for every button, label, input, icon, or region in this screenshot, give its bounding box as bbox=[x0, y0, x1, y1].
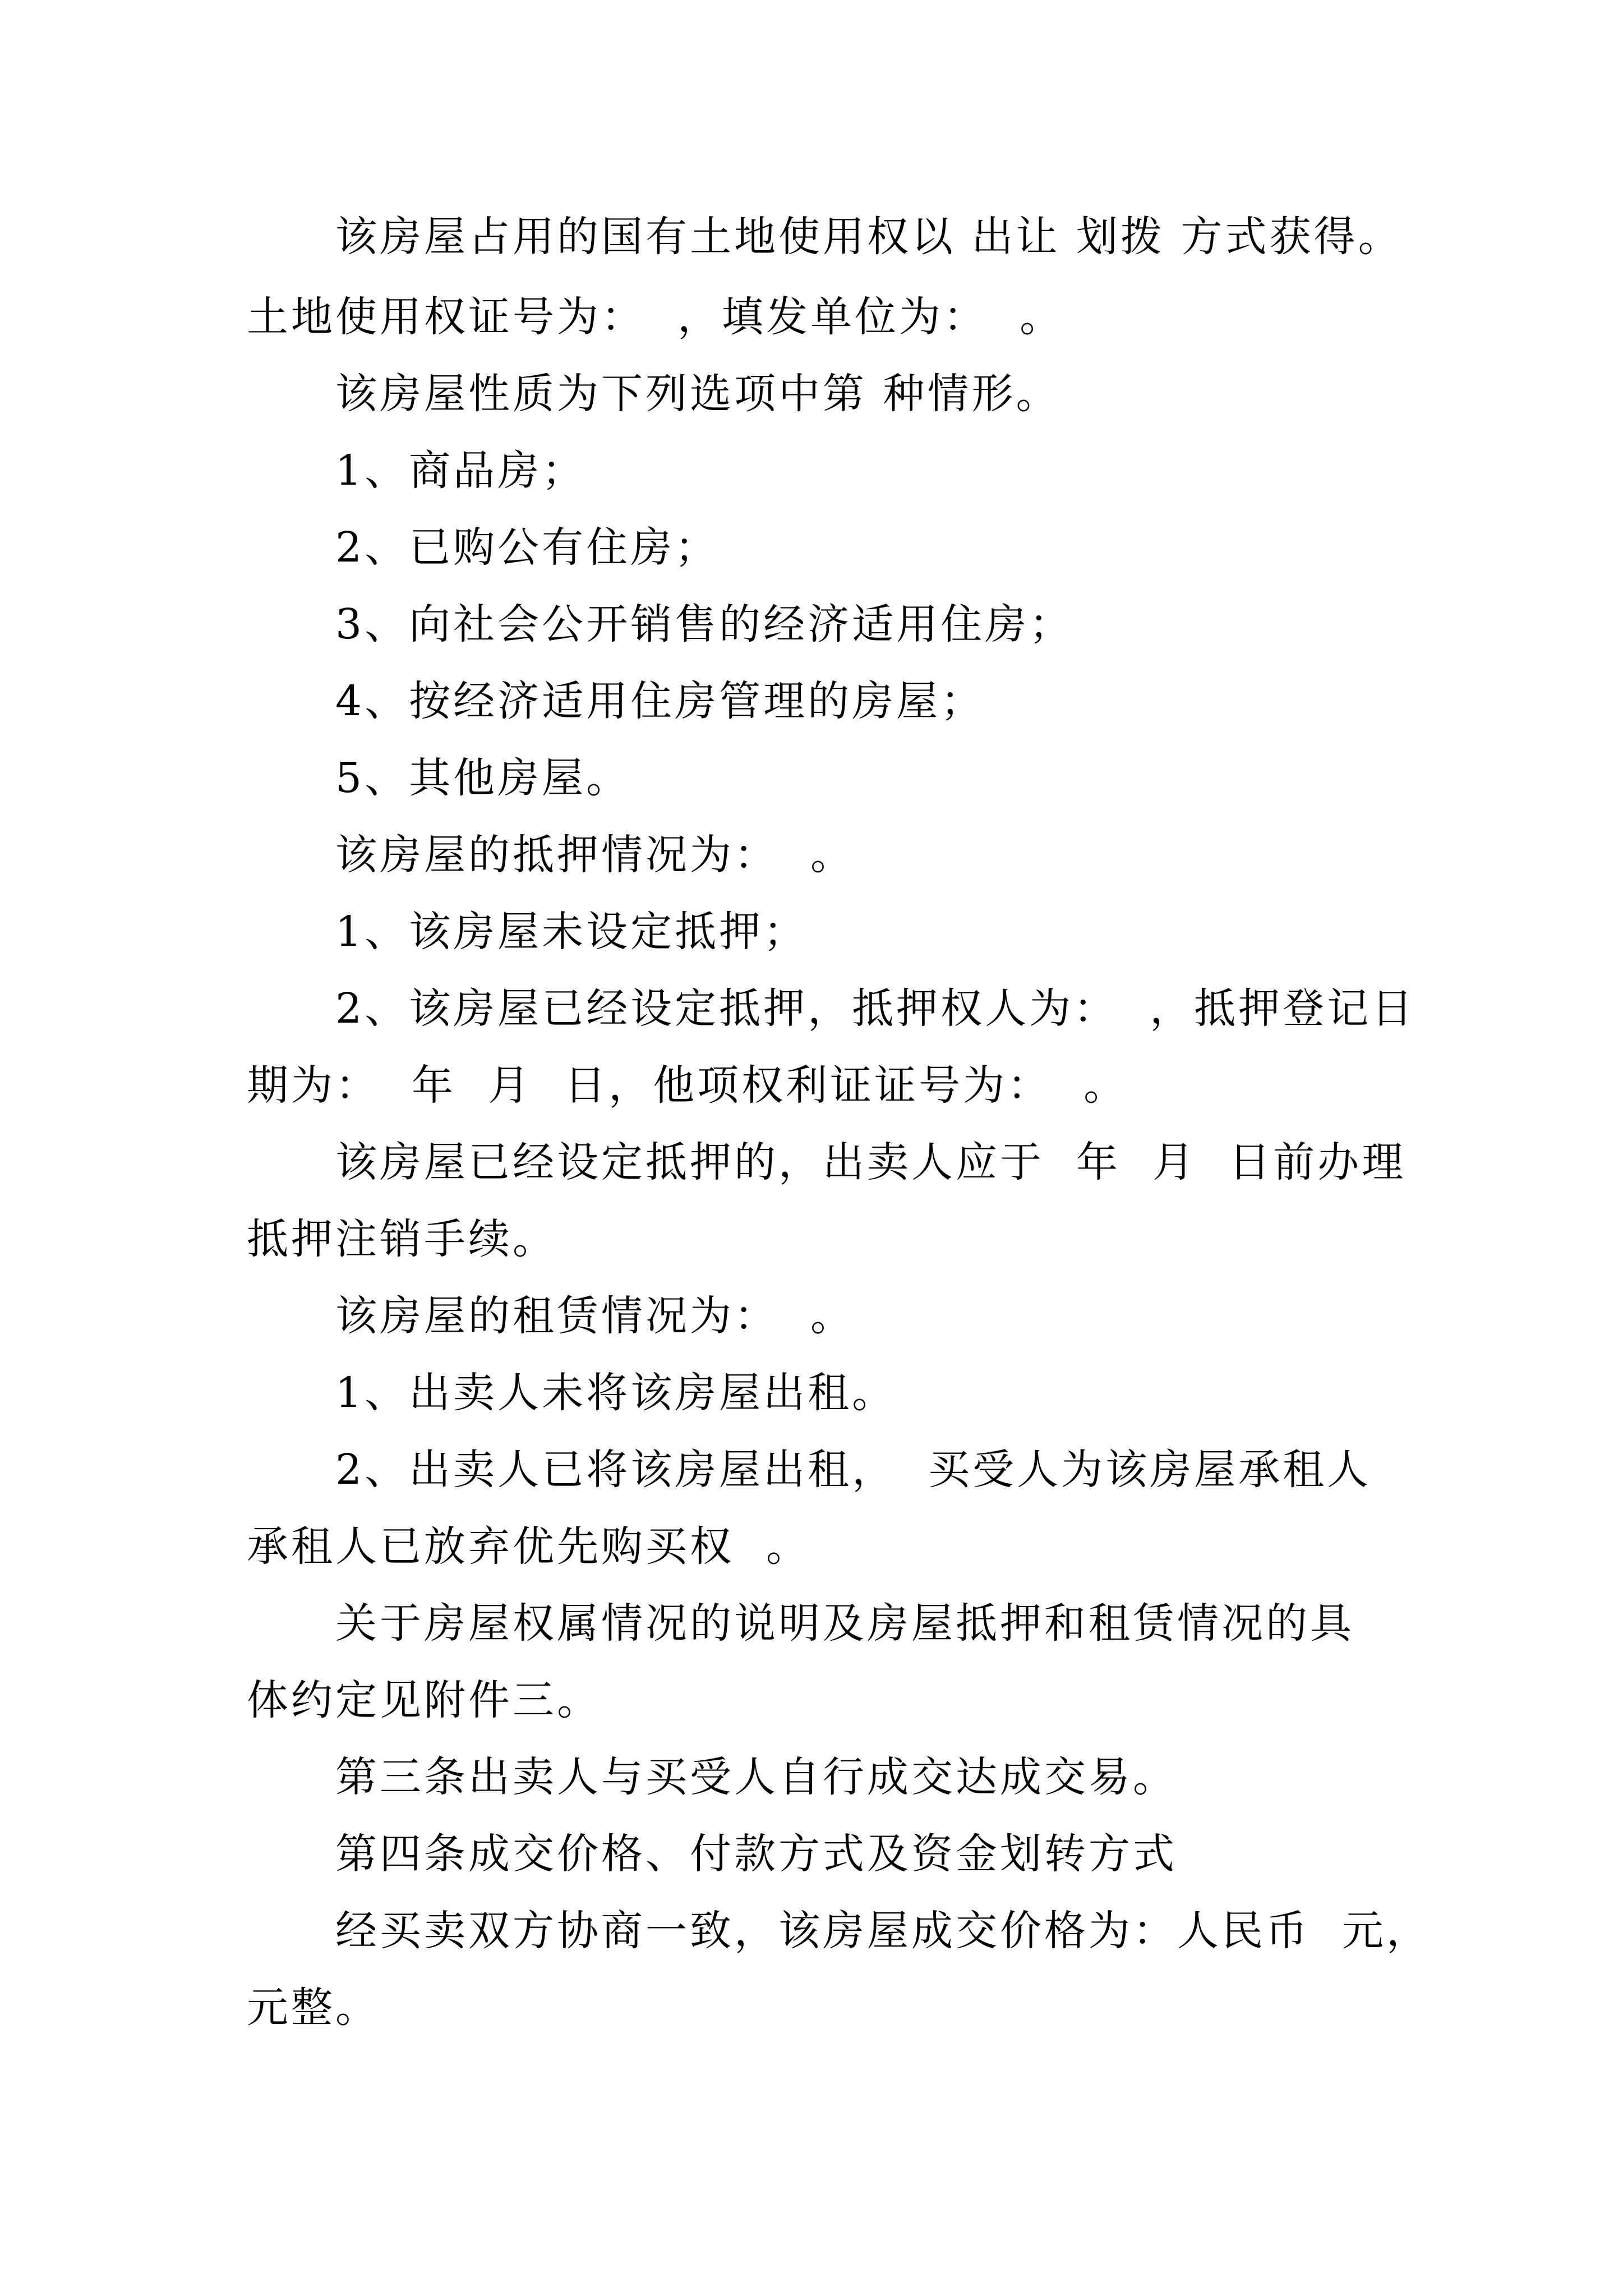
text-line: 4、按经济适用住房管理的房屋； bbox=[335, 677, 985, 725]
text-line: 该房屋的抵押情况为： 。 bbox=[335, 831, 855, 879]
text-line: 2、出卖人已将该房屋出租， 买受人为该房屋承租人 bbox=[335, 1446, 1372, 1494]
text-line: 3、向社会公开销售的经济适用住房； bbox=[335, 600, 1074, 648]
text-line: 抵押注销手续。 bbox=[247, 1215, 557, 1263]
text-line: 1、出卖人未将该房屋出租。 bbox=[335, 1369, 897, 1417]
text-line: 元整。 bbox=[247, 1984, 380, 2032]
text-line: 经买卖双方协商一致，该房屋成交价格为：人民币 元， bbox=[335, 1907, 1431, 1955]
text-line: 该房屋占用的国有土地使用权以 出让 划拨 方式获得。 bbox=[335, 213, 1403, 261]
text-line: 2、该房屋已经设定抵押，抵押权人为： ，抵押登记日 bbox=[335, 984, 1416, 1033]
text-line: 1、该房屋未设定抵押； bbox=[335, 908, 808, 956]
text-line: 该房屋的租赁情况为： 。 bbox=[335, 1292, 855, 1340]
text-line: 2、已购公有住房； bbox=[335, 523, 720, 572]
text-line: 土地使用权证号为： ，填发单位为： 。 bbox=[247, 293, 1064, 341]
text-line: 第四条成交价格、付款方式及资金划转方式 bbox=[335, 1830, 1177, 1878]
text-line: 该房屋已经设定抵押的，出卖人应于 年 月 日前办理 bbox=[335, 1138, 1407, 1186]
text-line: 该房屋性质为下列选项中第 种情形。 bbox=[335, 370, 1061, 418]
text-line: 关于房屋权属情况的说明及房屋抵押和租赁情况的具 bbox=[335, 1599, 1354, 1648]
text-line: 1、商品房； bbox=[335, 447, 587, 495]
text-line: 体约定见附件三。 bbox=[247, 1676, 601, 1724]
text-line: 承租人已放弃优先购买权 。 bbox=[247, 1522, 811, 1571]
text-line: 第三条出卖人与买受人自行成交达成交易。 bbox=[335, 1753, 1177, 1801]
text-line: 期为： 年 月 日，他项权利证证号为： 。 bbox=[247, 1061, 1128, 1110]
text-line: 5、其他房屋。 bbox=[335, 754, 631, 802]
